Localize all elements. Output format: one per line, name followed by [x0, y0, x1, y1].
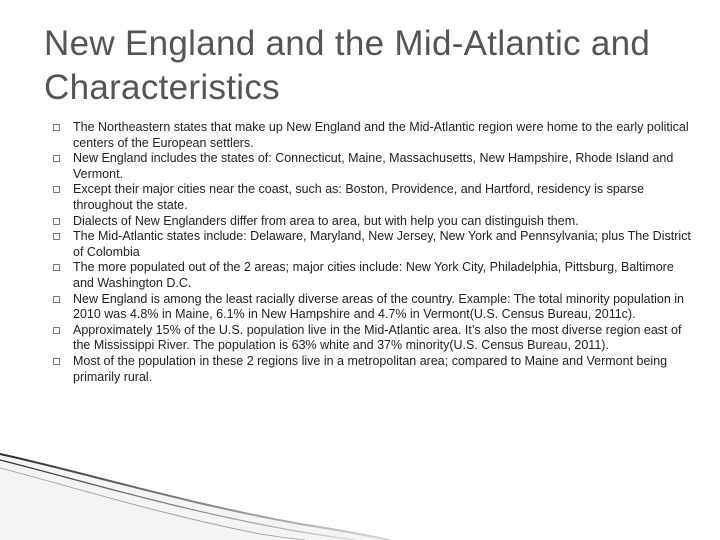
- square-bullet-icon: [53, 358, 60, 365]
- bullet-text: The more populated out of the 2 areas; major cities include: New York City, Philadelphia, Pittsburg, Baltimore and Washington D.C.: [73, 260, 674, 290]
- square-bullet-icon: [53, 264, 60, 271]
- bullet-item: [52, 323, 692, 354]
- square-bullet-icon: [53, 124, 60, 131]
- square-bullet-icon: [53, 155, 60, 162]
- bullet-item: [52, 151, 692, 182]
- bullet-list: [52, 120, 692, 385]
- square-bullet-icon: [53, 233, 60, 240]
- corner-swoosh-decoration: [0, 450, 720, 540]
- bullet-text: New England is among the least racially diverse areas of the country. Example: The total minority population in 2010 was 4.8% in Maine, 6.1% in New Hampshire and 4.7% in Vermont(U.S. Census Bureau, 2011c).: [73, 291, 684, 322]
- bullet-item: [52, 260, 692, 291]
- bullet-text: Except their major cities near the coast, such as: Boston, Providence, and Hartford, residency is sparse throughout the state.: [73, 182, 645, 212]
- slide-title: [44, 22, 684, 110]
- square-bullet-icon: [53, 186, 60, 193]
- square-bullet-icon: [53, 218, 60, 225]
- square-bullet-icon: [53, 327, 60, 334]
- bullet-text: Most of the population in these 2 regions live in a metropolitan area; compared to Maine and Vermont being primarily rural.: [73, 353, 668, 384]
- bullet-item: [52, 182, 692, 213]
- bullet-text: The Mid-Atlantic states include: Delaware, Maryland, New Jersey, New York and Pennsylvania; plus The District of Colombia: [73, 229, 691, 259]
- bullet-text: New England includes the states of: Connecticut, Maine, Massachusetts, New Hampshire, Rhode Island and Vermont.: [73, 151, 674, 181]
- bullet-item: [52, 229, 692, 260]
- bullet-item: [52, 214, 692, 230]
- bullet-text: The Northeastern states that make up New England and the Mid-Atlantic region were home to the early political centers of the European settlers.: [73, 120, 689, 150]
- bullet-item: [52, 292, 692, 323]
- bullet-text: Dialects of New Englanders differ from area to area, but with help you can distinguish them.: [73, 213, 579, 228]
- square-bullet-icon: [53, 296, 60, 303]
- bullet-text: Approximately 15% of the U.S. population live in the Mid-Atlantic area. It’s also the most diverse region east of the Mississippi River. The population is 63% white and 37% minority(U.S. Census Bureau, 2011).: [73, 322, 682, 353]
- bullet-item: [52, 120, 692, 151]
- slide-title-line-2: Characteristics: [44, 68, 280, 107]
- slide-title-line-1: New England and the Mid-Atlantic and: [44, 24, 651, 63]
- bullet-item: [52, 354, 692, 385]
